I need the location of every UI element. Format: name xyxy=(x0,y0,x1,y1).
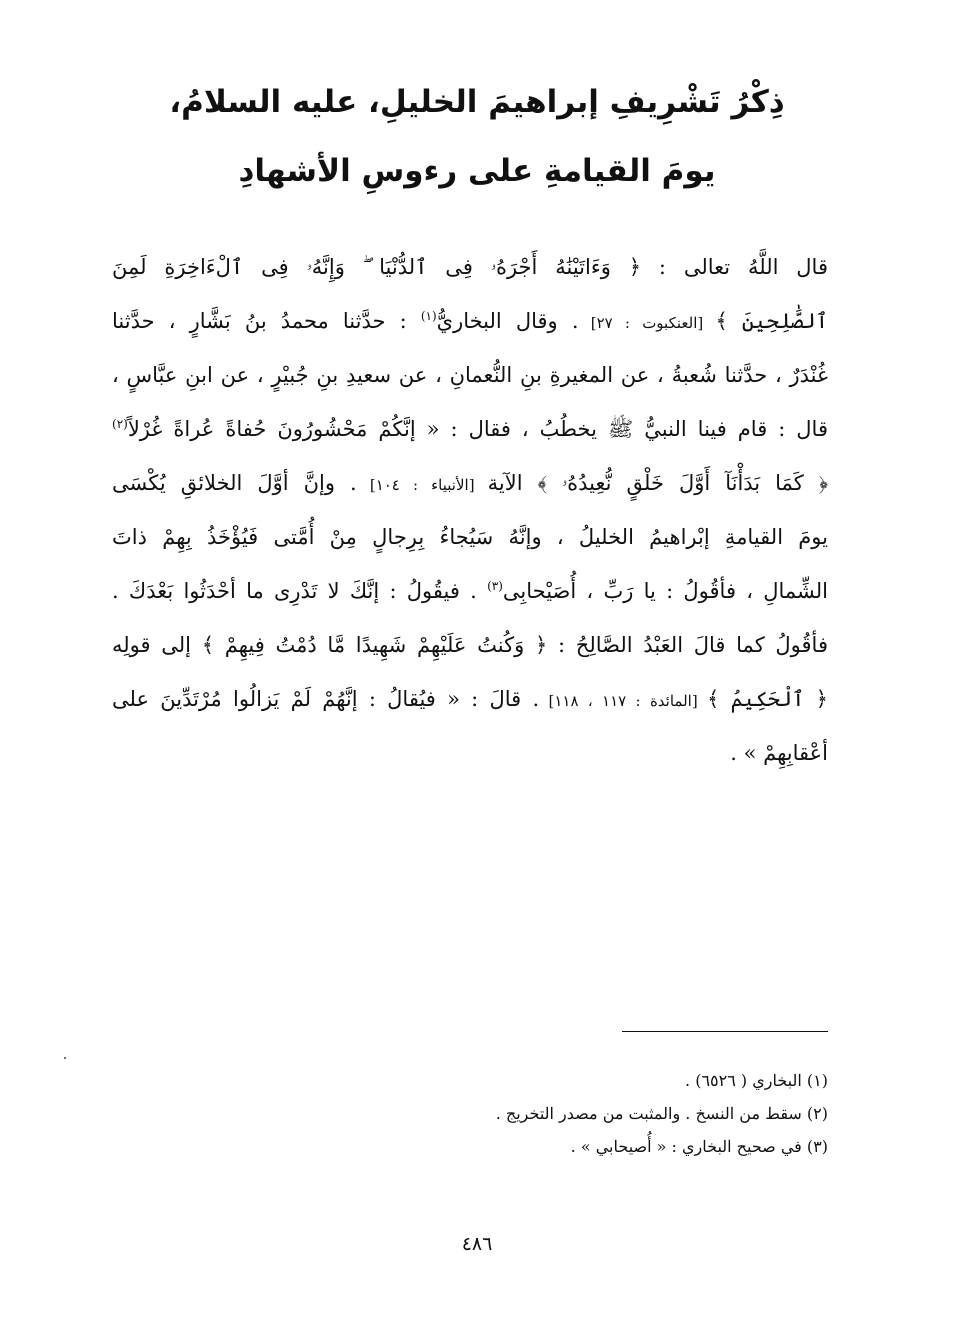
quran-verse: ٱلصَّٰلِحِينَ ﴾ xyxy=(715,309,828,333)
verse-reference: [الأنبياء : ١٠٤] xyxy=(356,476,488,494)
footnote-2: (٢) سقط من النسخ . والمثبت من مصدر التخريج . xyxy=(495,1104,828,1123)
text-line xyxy=(112,294,828,348)
page-number: ٤٨٦ xyxy=(461,1233,493,1255)
footnotes xyxy=(380,1064,828,1163)
text-line xyxy=(112,456,828,510)
text-span: قال اللَّهُ تعالى : ﴿ وَءَاتَيْنَٰهُ أَجْرَهُۥ فِى ٱلدُّنْيَا ۖ وَإِنَّهُۥ فِى ٱلْءَاخِرَةِ لَمِنَ xyxy=(112,255,828,279)
text-line xyxy=(112,618,828,672)
footnote-3: (٣) في صحيح البخاري : « أُصيحابي » . xyxy=(570,1137,828,1156)
chapter-title-line-2: يومَ القيامةِ على رءوسِ الأشهادِ xyxy=(238,153,716,189)
text-line xyxy=(112,402,828,456)
footnote-marker: (٢) xyxy=(112,417,128,431)
text-span: غُنْدَرٌ ، حدَّثنا شُعبةُ ، عن المغيرةِ بنِ النُّعمانِ ، عن سعيدِ بنِ جُبيْرٍ ، عن ابنِ عبَّاسٍ ، xyxy=(112,363,828,387)
scan-speck xyxy=(64,1057,66,1059)
text-line xyxy=(112,672,828,726)
text-line xyxy=(112,564,828,618)
footnote-1: (١) البخاري ( ٦٥٢٦) . xyxy=(685,1071,828,1090)
main-text xyxy=(112,240,828,780)
text-span: . وقال البخاريُّ xyxy=(436,309,579,333)
text-line xyxy=(112,348,828,402)
text-line xyxy=(112,240,828,294)
verse-reference: [العنكبوت : ٢٧] xyxy=(578,314,716,332)
footnote-marker: (١) xyxy=(420,309,437,323)
text-line xyxy=(112,726,828,780)
text-span: الشِّمالِ ، فأقُولُ : يا رَبِّ ، أُصَيْحابِى xyxy=(502,579,828,603)
footnote-marker: (٣) xyxy=(487,579,503,593)
text-line xyxy=(112,510,828,564)
text-span: : حدَّثنا محمدُ بنُ بَشَّارٍ ، حدَّثنا xyxy=(112,309,421,333)
text-span: . وإنَّ أوَّلَ الخلائقِ يُكْسَى xyxy=(112,471,357,495)
chapter-title-line-1: ذِكْرُ تَشْرِيفِ إبراهيمَ الخليلِ، عليه السلامُ، xyxy=(169,84,785,120)
text-span: فأقُولُ كما قالَ العَبْدُ الصَّالِحُ : ﴿ وَكُنتُ عَلَيْهِمْ شَهِيدًا مَّا دُمْتُ فِيهِمْ ﴾ إلى قولِه xyxy=(112,633,828,657)
text-span: . قالَ : « فيُقالُ : إنَّهُمْ لَمْ يَزالُوا مُرْتَدِّينَ على xyxy=(112,687,540,711)
text-span: أعْقابِهِمْ » . xyxy=(730,741,828,765)
quran-verse: ﴿ كَمَا بَدَأْنَآ أَوَّلَ خَلْقٍ نُّعِيدُهُۥ ﴾ الآية xyxy=(487,471,828,495)
verse-reference: [المائدة : ١١٧ ، ١١٨] xyxy=(539,692,708,710)
quran-verse: ﴿ ٱلْحَكِيمُ ﴾ xyxy=(707,687,828,711)
text-span: . فيقُولُ : إنَّكَ لا تَدْرِى ما أحْدَثُوا بَعْدَكَ . xyxy=(112,579,488,603)
footnote-divider xyxy=(622,1031,828,1032)
text-span: قال : قام فينا النبيُّ ﷺ يخطُبُ ، فقال : « إنَّكُمْ مَحْشُورُونَ حُفاةً عُراةً غُرْلاً xyxy=(127,417,828,441)
text-span: يومَ القيامةِ إبْراهيمُ الخليلُ ، وإنَّهُ سَيُجاءُ بِرِجالٍ مِنْ أُمَّتى فَيُؤْخَذُ بِهِمْ ذاتَ xyxy=(112,525,828,549)
